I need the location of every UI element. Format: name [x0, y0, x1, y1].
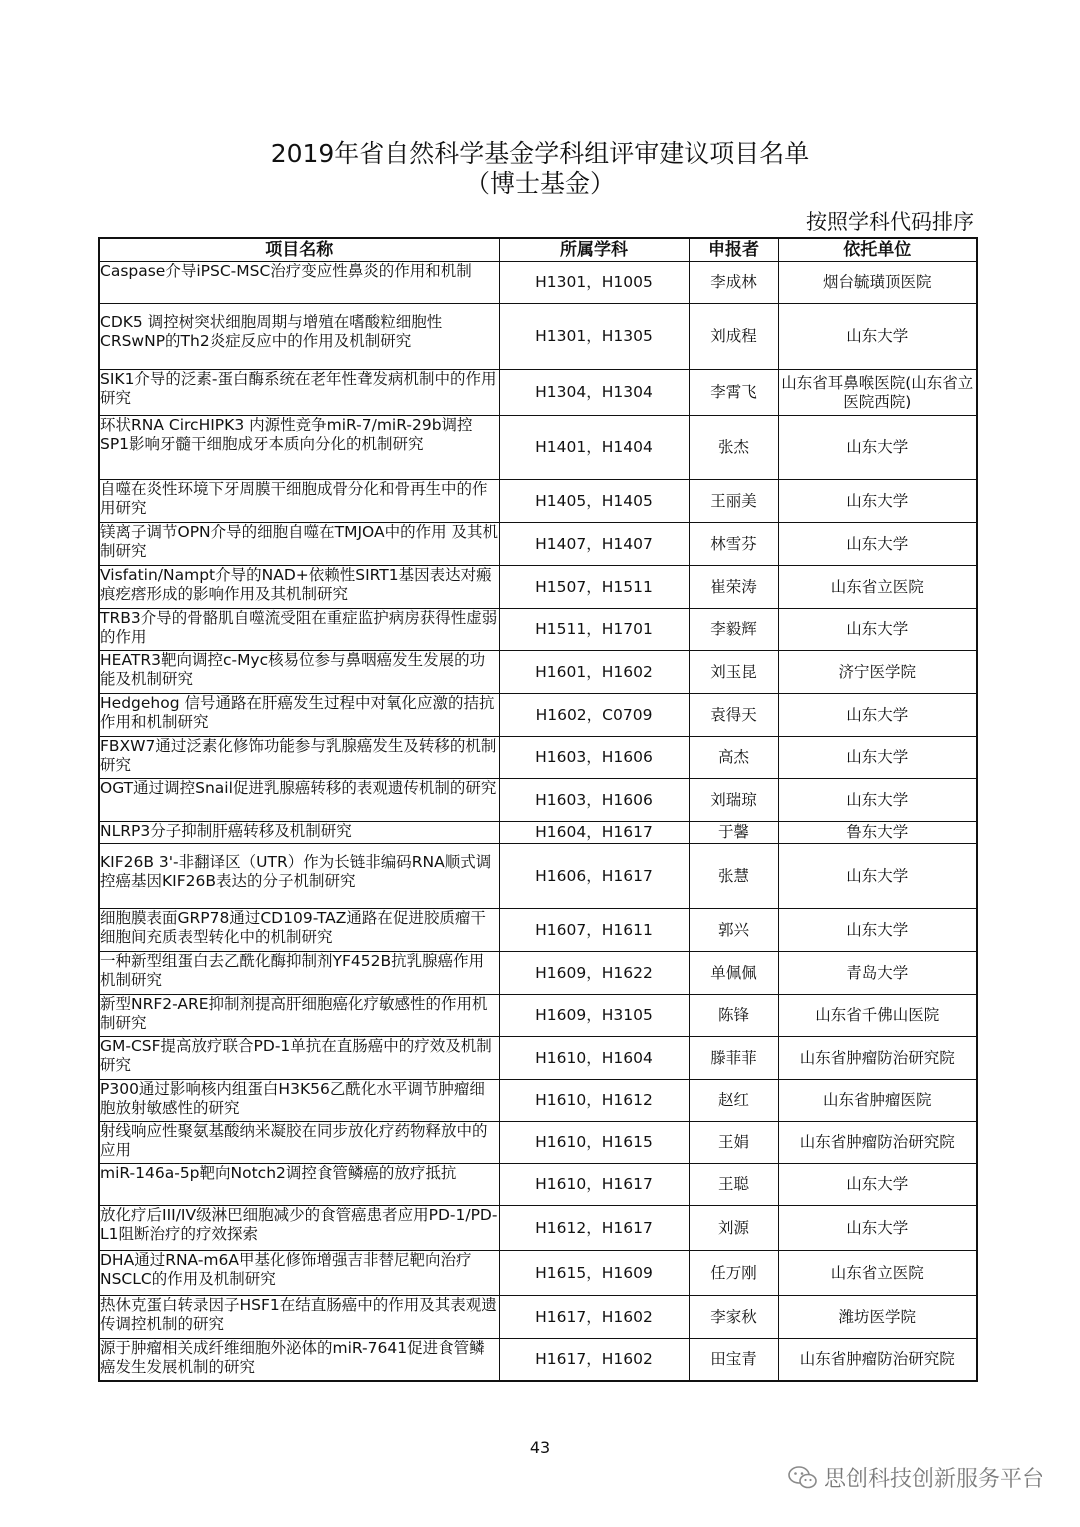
applicant-cell: 郭兴: [689, 909, 778, 952]
subject-cell: H1301，H1005: [499, 262, 689, 304]
applicant-cell: 林雪芬: [689, 523, 778, 566]
project-name-cell: FBXW7通过泛素化修饰功能参与乳腺癌发生及转移的机制研究: [99, 737, 499, 779]
unit-cell: 山东省肿瘤防治研究院: [778, 1339, 977, 1381]
column-header-unit: 依托单位: [778, 238, 977, 262]
unit-cell: 山东大学: [778, 779, 977, 822]
project-name-cell: 自噬在炎性环境下牙周膜干细胞成骨分化和骨再生中的作用研究: [99, 480, 499, 523]
project-name-cell: KIF26B 3'-非翻译区（UTR）作为长链非编码RNA顺式调控癌基因KIF26B表达的分子机制研究: [99, 844, 499, 909]
unit-cell: 山东大学: [778, 480, 977, 523]
project-name-cell: miR-146a-5p靶向Notch2调控食管鳞癌的放疗抵抗: [99, 1164, 499, 1206]
table-row: [99, 651, 977, 694]
applicant-cell: 刘成程: [689, 304, 778, 370]
project-name-cell: 射线响应性聚氨基酸纳米凝胶在同步放化疗药物释放中的应用: [99, 1122, 499, 1164]
project-name-cell: GM-CSF提高放疗联合PD-1单抗在直肠癌中的疗效及机制研究: [99, 1037, 499, 1080]
unit-cell: 山东大学: [778, 694, 977, 737]
applicant-cell: 刘源: [689, 1206, 778, 1251]
table-row: [99, 1206, 977, 1251]
subject-cell: H1511，H1701: [499, 609, 689, 651]
project-name-cell: OGT通过调控Snail促进乳腺癌转移的表观遗传机制的研究: [99, 779, 499, 822]
unit-cell: 鲁东大学: [778, 822, 977, 844]
unit-cell: 山东大学: [778, 523, 977, 566]
applicant-cell: 李成林: [689, 262, 778, 304]
unit-cell: 山东大学: [778, 609, 977, 651]
table-row: [99, 1339, 977, 1381]
applicant-cell: 滕菲菲: [689, 1037, 778, 1080]
page-title: 2019年省自然科学基金学科组评审建议项目名单: [270, 139, 810, 168]
applicant-cell: 王丽美: [689, 480, 778, 523]
table-row: [99, 304, 977, 370]
project-name-cell: 热休克蛋白转录因子HSF1在结直肠癌中的作用及其表观遗传调控机制的研究: [99, 1296, 499, 1339]
applicant-cell: 高杰: [689, 737, 778, 779]
subject-cell: H1607，H1611: [499, 909, 689, 952]
applicant-cell: 单佩佩: [689, 952, 778, 995]
applicant-cell: 赵红: [689, 1080, 778, 1122]
project-name-cell: 一种新型组蛋白去乙酰化酶抑制剂YF452B抗乳腺癌作用机制研究: [99, 952, 499, 995]
subject-cell: H1604，H1617: [499, 822, 689, 844]
table-row: [99, 370, 977, 416]
table-body: [99, 262, 977, 1381]
table-header-row: [99, 238, 977, 262]
project-name-cell: SIK1介导的泛素-蛋白酶系统在老年性聋发病机制中的作用研究: [99, 370, 499, 416]
table-row: [99, 1164, 977, 1206]
table-row: [99, 822, 977, 844]
subject-cell: H1606，H1617: [499, 844, 689, 909]
unit-cell: 山东省千佛山医院: [778, 995, 977, 1037]
unit-cell: 山东省肿瘤防治研究院: [778, 1037, 977, 1080]
table-row: [99, 779, 977, 822]
table-row: [99, 523, 977, 566]
unit-cell: 山东大学: [778, 1206, 977, 1251]
column-header-name: 项目名称: [99, 238, 499, 262]
project-name-cell: DHA通过RNA-m6A甲基化修饰增强吉非替尼靶向治疗NSCLC的作用及机制研究: [99, 1251, 499, 1296]
subject-cell: H1507，H1511: [499, 566, 689, 609]
applicant-cell: 任万刚: [689, 1251, 778, 1296]
subject-cell: H1601，H1602: [499, 651, 689, 694]
subject-cell: H1405，H1405: [499, 480, 689, 523]
unit-cell: 山东大学: [778, 416, 977, 480]
table-row: [99, 909, 977, 952]
sort-note: 按照学科代码排序: [806, 210, 974, 234]
unit-cell: 山东省立医院: [778, 566, 977, 609]
unit-cell: 山东省肿瘤医院: [778, 1080, 977, 1122]
applicant-cell: 袁得天: [689, 694, 778, 737]
applicant-cell: 田宝青: [689, 1339, 778, 1381]
project-name-cell: Visfatin/Nampt介导的NAD+依赖性SIRT1基因表达对瘢痕疙瘩形成的影响作用及其机制研究: [99, 566, 499, 609]
table-row: [99, 1037, 977, 1080]
subject-cell: H1617，H1602: [499, 1339, 689, 1381]
unit-cell: 山东大学: [778, 844, 977, 909]
subject-cell: H1610，H1612: [499, 1080, 689, 1122]
project-name-cell: 源于肿瘤相关成纤维细胞外泌体的miR-7641促进食管鳞癌发生发展机制的研究: [99, 1339, 499, 1381]
project-name-cell: TRB3介导的骨骼肌自噬流受阻在重症监护病房获得性虚弱的作用: [99, 609, 499, 651]
table-row: [99, 1251, 977, 1296]
table-row: [99, 609, 977, 651]
table-row: [99, 1296, 977, 1339]
project-name-cell: 环状RNA CircHIPK3 内源性竞争miR-7/miR-29b调控SP1影响牙髓干细胞成牙本质向分化的机制研究: [99, 416, 499, 480]
applicant-cell: 王娟: [689, 1122, 778, 1164]
table-row: [99, 844, 977, 909]
unit-cell: 烟台毓璜顶医院: [778, 262, 977, 304]
table-row: [99, 1122, 977, 1164]
table-row: [99, 737, 977, 779]
project-name-cell: HEATR3靶向调控c-Myc核易位参与鼻咽癌发生发展的功能及机制研究: [99, 651, 499, 694]
applicant-cell: 李毅辉: [689, 609, 778, 651]
subject-cell: H1612，H1617: [499, 1206, 689, 1251]
project-name-cell: 细胞膜表面GRP78通过CD109-TAZ通路在促进胶质瘤干细胞间充质表型转化中的机制研究: [99, 909, 499, 952]
subject-cell: H1301，H1305: [499, 304, 689, 370]
applicant-cell: 李霄飞: [689, 370, 778, 416]
table-row: [99, 952, 977, 995]
project-name-cell: NLRP3分子抑制肝癌转移及机制研究: [99, 822, 499, 844]
table-row: [99, 416, 977, 480]
applicant-cell: 陈锋: [689, 995, 778, 1037]
subject-cell: H1609，H1622: [499, 952, 689, 995]
table-row: [99, 995, 977, 1037]
project-name-cell: 镁离子调节OPN介导的细胞自噬在TMJOA中的作用 及其机制研究: [99, 523, 499, 566]
applicant-cell: 崔荣涛: [689, 566, 778, 609]
subject-cell: H1615，H1609: [499, 1251, 689, 1296]
project-table: [98, 237, 978, 1382]
project-name-cell: Caspase介导iPSC-MSC治疗变应性鼻炎的作用和机制: [99, 262, 499, 304]
subject-cell: H1609，H3105: [499, 995, 689, 1037]
page-number: 43: [529, 1438, 551, 1457]
unit-cell: 山东大学: [778, 737, 977, 779]
project-name-cell: Hedgehog 信号通路在肝癌发生过程中对氧化应激的拮抗作用和机制研究: [99, 694, 499, 737]
table-row: [99, 262, 977, 304]
wechat-icon: [788, 1465, 818, 1491]
project-name-cell: P300通过影响核内组蛋白H3K56乙酰化水平调节肿瘤细胞放射敏感性的研究: [99, 1080, 499, 1122]
watermark-text: 思创科技创新服务平台: [823, 1467, 1044, 1492]
applicant-cell: 张杰: [689, 416, 778, 480]
subject-cell: H1603，H1606: [499, 737, 689, 779]
subject-cell: H1610，H1615: [499, 1122, 689, 1164]
applicant-cell: 刘瑞琼: [689, 779, 778, 822]
applicant-cell: 王聪: [689, 1164, 778, 1206]
unit-cell: 山东省耳鼻喉医院(山东省立医院西院): [778, 370, 977, 416]
column-header-applicant: 申报者: [689, 238, 778, 262]
table-row: [99, 694, 977, 737]
project-name-cell: 新型NRF2-ARE抑制剂提高肝细胞癌化疗敏感性的作用机制研究: [99, 995, 499, 1037]
subject-cell: H1610，H1604: [499, 1037, 689, 1080]
unit-cell: 济宁医学院: [778, 651, 977, 694]
unit-cell: 潍坊医学院: [778, 1296, 977, 1339]
table-row: [99, 1080, 977, 1122]
subject-cell: H1407，H1407: [499, 523, 689, 566]
unit-cell: 山东大学: [778, 1164, 977, 1206]
project-name-cell: CDK5 调控树突状细胞周期与增殖在嗜酸粒细胞性CRSwNP的Th2炎症反应中的作用及机制研究: [99, 304, 499, 370]
subject-cell: H1610，H1617: [499, 1164, 689, 1206]
applicant-cell: 张慧: [689, 844, 778, 909]
unit-cell: 山东大学: [778, 909, 977, 952]
column-header-subject: 所属学科: [499, 238, 689, 262]
subject-cell: H1603，H1606: [499, 779, 689, 822]
table-row: [99, 566, 977, 609]
applicant-cell: 于馨: [689, 822, 778, 844]
unit-cell: 山东省肿瘤防治研究院: [778, 1122, 977, 1164]
applicant-cell: 李家秋: [689, 1296, 778, 1339]
subject-cell: H1304，H1304: [499, 370, 689, 416]
project-name-cell: 放化疗后III/IV级淋巴细胞减少的食管癌患者应用PD-1/PD-L1阻断治疗的疗效探索: [99, 1206, 499, 1251]
page-subtitle: （博士基金）: [464, 169, 615, 198]
unit-cell: 山东省立医院: [778, 1251, 977, 1296]
unit-cell: 青岛大学: [778, 952, 977, 995]
subject-cell: H1401，H1404: [499, 416, 689, 480]
applicant-cell: 刘玉昆: [689, 651, 778, 694]
subject-cell: H1617，H1602: [499, 1296, 689, 1339]
table-row: [99, 480, 977, 523]
watermark: [788, 1462, 1044, 1493]
unit-cell: 山东大学: [778, 304, 977, 370]
subject-cell: H1602，C0709: [499, 694, 689, 737]
